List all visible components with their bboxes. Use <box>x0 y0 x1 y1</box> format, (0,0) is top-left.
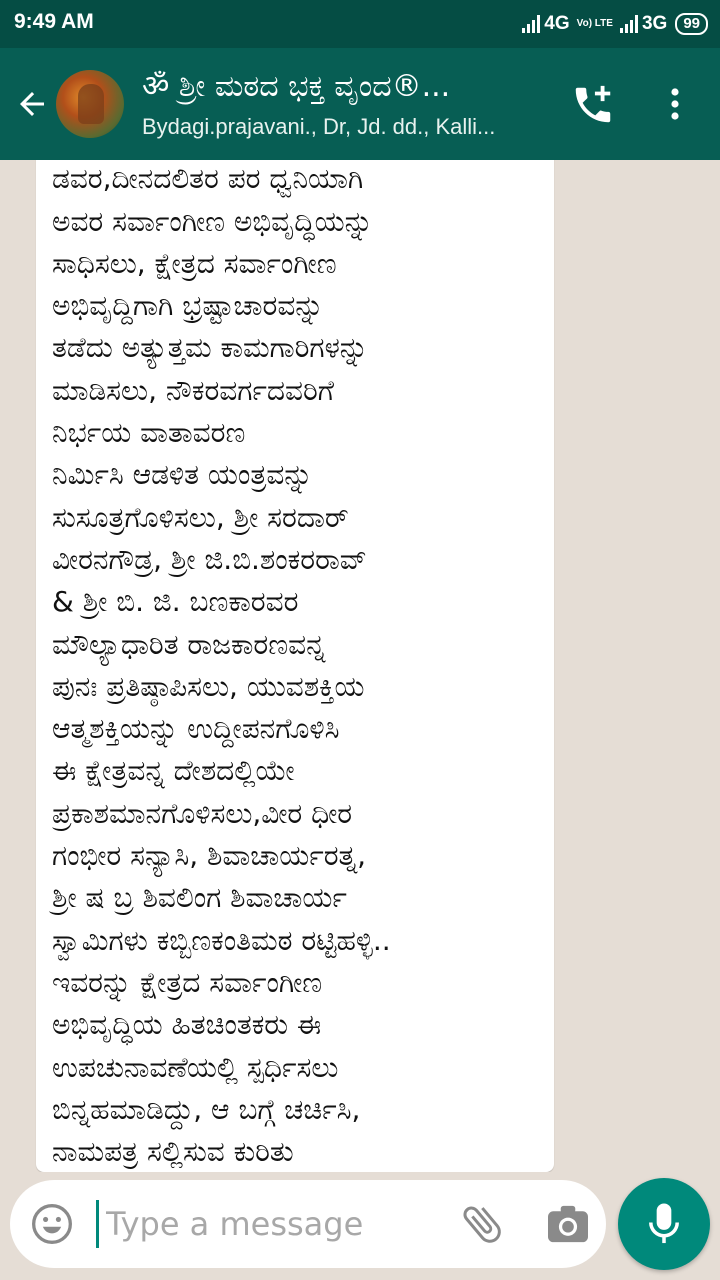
camera-icon[interactable] <box>546 1204 590 1244</box>
microphone-icon <box>646 1202 682 1246</box>
message-line: ಅಭಿವೃದ್ಧಿಯ ಹಿತಚಿಂತಕರು ಈ <box>52 1008 322 1042</box>
paperclip-icon[interactable] <box>458 1200 506 1248</box>
status-bar <box>0 0 720 48</box>
message-line: ಸುಸೂತ್ರಗೊಳಿಸಲು, ಶ್ರೀ ಸರದಾರ್ <box>52 500 349 534</box>
chat-area[interactable] <box>0 160 720 1172</box>
message-input[interactable] <box>106 1200 436 1248</box>
signal-strength-icon-2 <box>620 15 638 33</box>
battery-icon: 99 <box>675 13 708 35</box>
network-type-1: 4G <box>544 13 570 34</box>
more-options-icon[interactable] <box>660 84 690 124</box>
message-line: ಆತ್ಮಶಕ್ತಿಯನ್ನು ಉದ್ದೀಪನಗೊಳಿಸಿ <box>52 712 340 746</box>
message-line: ಶ್ರೀ ಷ ಬ್ರ ಶಿವಲಿಂಗ ಶಿವಾಚಾರ್ಯ <box>52 881 347 915</box>
message-line: ಬಿನ್ನಹಮಾಡಿದ್ದು, ಆ ಬಗ್ಗೆ ಚರ್ಚಿಸಿ, <box>52 1092 361 1126</box>
message-line: ಸಾಧಿಸಲು, ಕ್ಷೇತ್ರದ ಸರ್ವಾಂಗೀಣ <box>52 246 337 280</box>
voice-record-button[interactable] <box>618 1178 710 1270</box>
message-line: ಅಭಿವೃದ್ದಿಗಾಗಿ ಭ್ರಷ್ಟಾಚಾರವನ್ನು <box>52 289 324 323</box>
message-line: & ಶ್ರೀ ಬಿ. ಜಿ. ಬಣಕಾರವರ <box>52 585 299 619</box>
message-line: ಡವರ,ದೀನದಲಿತರ ಪರ ಧ್ವನಿಯಾಗಿ <box>52 162 364 196</box>
status-indicators <box>522 10 708 38</box>
signal-strength-icon <box>522 15 540 33</box>
chat-participants[interactable]: Bydagi.prajavani., Dr, Jd. dd., Kalli... <box>142 114 496 139</box>
message-composer <box>10 1180 606 1268</box>
message-line: ನಿರ್ಭಯ ವಾತಾವರಣ <box>52 416 246 450</box>
message-line: ಪುನಃ ಪ್ರತಿಷ್ಠಾಪಿಸಲು, ಯುವಶಕ್ತಿಯ <box>52 669 365 703</box>
message-line: ಉಪಚುನಾವಣೆಯಲ್ಲಿ ಸ್ಪರ್ಧಿಸಲು <box>52 1050 339 1084</box>
message-line: ಅವರ ಸರ್ವಾಂಗೀಣ ಅಭಿವೃದ್ಧಿಯನ್ನು <box>52 204 373 238</box>
message-line: ಮಾಡಿಸಲು, ನೌಕರವರ್ಗದವರಿಗೆ <box>52 373 335 407</box>
group-avatar[interactable] <box>56 70 124 138</box>
emoji-icon[interactable] <box>30 1202 74 1246</box>
volte-icon: Vo) LTE <box>576 18 613 29</box>
chat-header <box>0 48 720 160</box>
message-line: ಸ್ವಾಮಿಗಳು ಕಬ್ಬಿಣಕಂತಿಮಠ ರಟ್ಟಿಹಳ್ಳಿ.. <box>52 923 391 957</box>
message-line: ವೀರನಗೌಡ್ರ, ಶ್ರೀ ಜಿ.ಬಿ.ಶಂಕರರಾವ್ <box>52 542 367 576</box>
back-arrow-icon[interactable] <box>14 86 50 122</box>
chat-title[interactable]: ॐ ಶ್ರೀ ಮಠದ ಭಕ್ತ ವೃಂದ®... <box>142 69 451 104</box>
message-line: ಗಂಭೀರ ಸನ್ಯಾಸಿ, ಶಿವಾಚಾರ್ಯರತ್ನ, <box>52 839 367 873</box>
message-bubble[interactable] <box>36 160 554 1172</box>
message-line: ಪ್ರಕಾಶಮಾನಗೊಳಿಸಲು,ವೀರ ಧೀರ <box>52 796 353 830</box>
message-line: ನಿರ್ಮಿಸಿ ಆಡಳಿತ ಯಂತ್ರವನ್ನು <box>52 458 313 492</box>
status-time: 9:49 AM <box>14 10 94 33</box>
message-line: ಇವರನ್ನು ಕ್ಷೇತ್ರದ ಸರ್ವಾಂಗೀಣ <box>52 965 323 999</box>
message-line: ತಡೆದು ಅತ್ಯುತ್ತಮ ಕಾಮಗಾರಿಗಳನ್ನು <box>52 331 369 365</box>
add-call-icon[interactable] <box>570 82 616 128</box>
message-line: ಈ ಕ್ಷೇತ್ರವನ್ನ ದೇಶದಲ್ಲಿಯೇ <box>52 754 295 788</box>
network-type-2: 3G <box>641 13 668 34</box>
message-line: ನಾಮಪತ್ರ ಸಲ್ಲಿಸುವ ಕುರಿತು <box>52 1135 294 1169</box>
message-line: ಮೌಲ್ಯಾಧಾರಿತ ರಾಜಕಾರಣವನ್ನ <box>52 627 326 661</box>
message-text <box>52 160 554 1172</box>
text-cursor <box>96 1200 99 1248</box>
